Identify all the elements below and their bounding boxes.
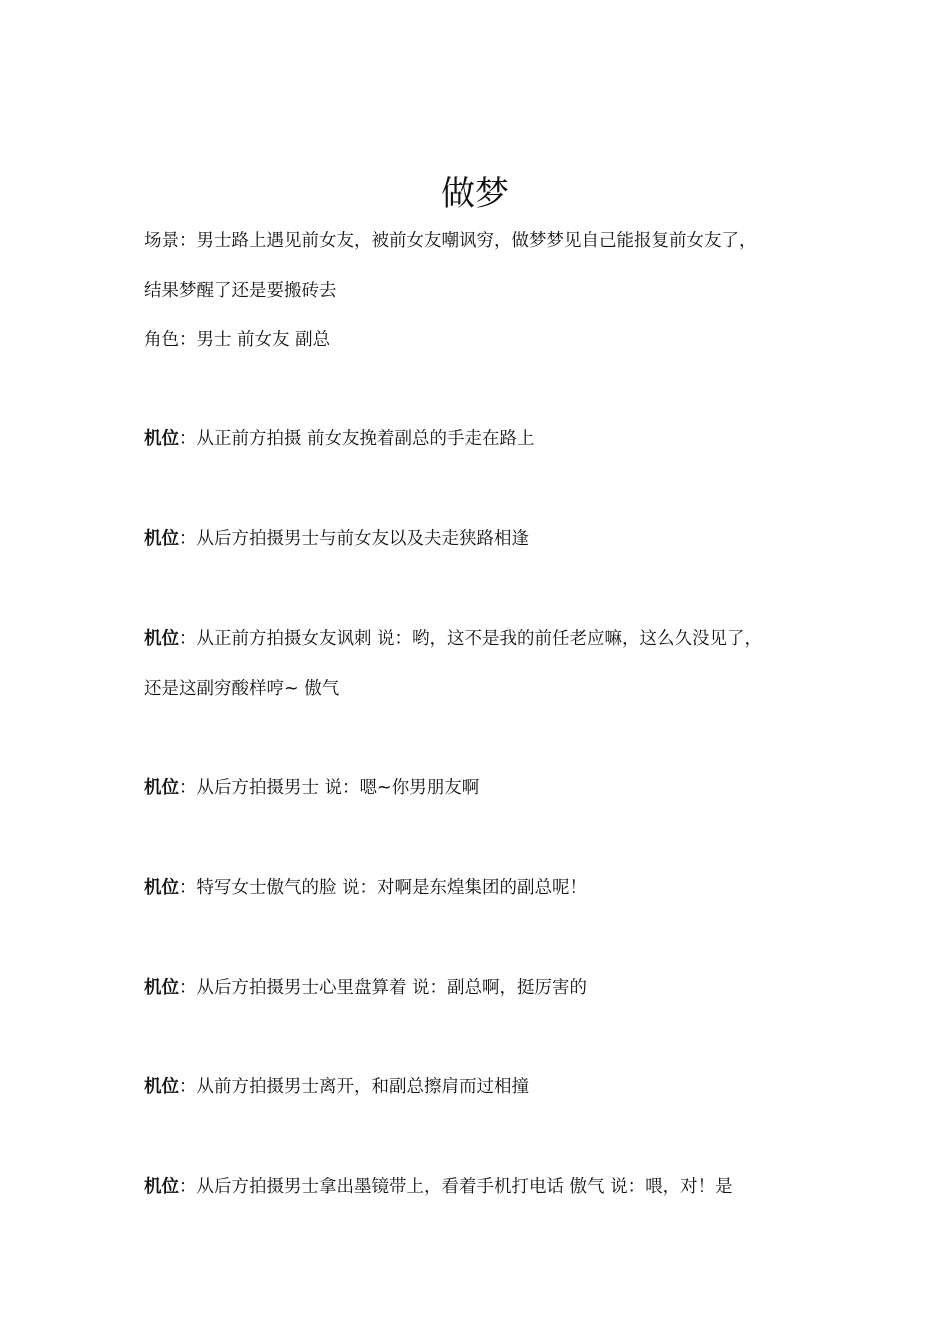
shot-label: 机位	[144, 978, 179, 998]
shot-line-1	[144, 427, 834, 451]
shot-text: ：从后方拍摄男士与前女友以及夫走狭路相逢	[179, 529, 529, 549]
shot-label: 机位	[144, 529, 179, 549]
shot-line-2	[144, 527, 834, 551]
shot-text: ：从后方拍摄男士 说：嗯~你男朋友啊	[179, 778, 480, 798]
shot-text: ：从正前方拍摄女友讽刺 说：哟，这不是我的前任老应嘛，这么久没见了，	[179, 629, 763, 649]
shot-line-6	[144, 976, 834, 1000]
shot-label: 机位	[144, 778, 179, 798]
shot-label: 机位	[144, 1177, 179, 1197]
shot-text: ：从后方拍摄男士拿出墨镜带上，看着手机打电话 傲气 说：喂，对！是	[179, 1177, 733, 1197]
scene-line-1: 场景：男士路上遇见前女友，被前女友嘲讽穷，做梦梦见自己能报复前女友了，	[144, 231, 757, 251]
shot-text: ：从正前方拍摄 前女友挽着副总的手走在路上	[179, 429, 535, 449]
shot-text: ：从后方拍摄男士心里盘算着 说：副总啊，挺厉害的	[179, 978, 588, 998]
shot-line-7	[144, 1075, 834, 1099]
shot-label: 机位	[144, 629, 179, 649]
shot-text: ：特写女士傲气的脸 说：对啊是东煌集团的副总呢！	[179, 878, 588, 898]
shot-line-8	[144, 1175, 834, 1199]
shot-line-5	[144, 876, 834, 900]
scene-line-2: 结果梦醒了还是要搬砖去	[144, 281, 337, 301]
roles-line: 角色：男士 前女友 副总	[144, 330, 331, 350]
shot-text: ：从前方拍摄男士离开，和副总擦肩而过相撞	[179, 1077, 529, 1097]
shot-line-4	[144, 776, 834, 800]
shot-label: 机位	[144, 429, 179, 449]
shot-line-3-continued: 还是这副穷酸样哼~ 傲气	[144, 679, 340, 699]
page-title: 做梦	[441, 174, 509, 214]
shot-line-3	[144, 627, 834, 651]
shot-label: 机位	[144, 1077, 179, 1097]
shot-label: 机位	[144, 878, 179, 898]
